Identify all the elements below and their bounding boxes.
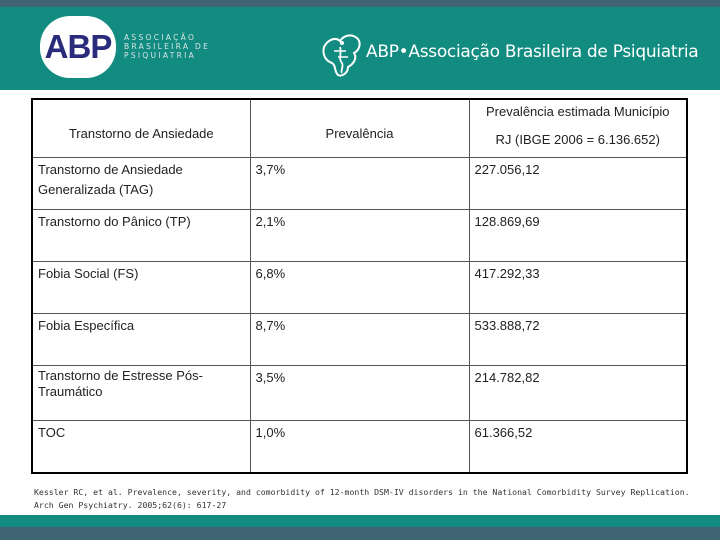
cell-prevalence: 2,1% [250,209,469,261]
cell-disorder: Fobia Específica [32,313,250,365]
association-logo [318,29,698,81]
cell-estimate: 533.888,72 [469,313,687,365]
abp-logo-subtitle [124,33,224,60]
top-strip [0,0,720,7]
table-row [32,157,687,209]
prevalence-table [31,98,688,474]
cell-prevalence: 8,7% [250,313,469,365]
abp-logo-line: PSIQUIATRIA [124,51,197,60]
header-disorder: Transtorno de Ansiedade [32,99,250,157]
cell-prevalence: 3,5% [250,365,469,420]
table-row [32,209,687,261]
cell-estimate: 128.869,69 [469,209,687,261]
cell-disorder: Fobia Social (FS) [32,261,250,313]
footer-strip [0,527,720,540]
cell-disorder: Transtorno de Ansiedade Generalizada (TAG) [32,157,250,209]
cell-estimate: 417.292,33 [469,261,687,313]
cell-prevalence: 6,8% [250,261,469,313]
cell-disorder: TOC [32,420,250,473]
cell-prevalence: 3,7% [250,157,469,209]
cell-disorder: Transtorno do Pânico (TP) [32,209,250,261]
header-estimate [469,99,687,157]
table-row [32,420,687,473]
brazil-map-icon [318,29,366,81]
abp-logo [40,14,220,82]
abp-logo-line: ASSOCIAÇÃO [124,33,197,42]
reference-citation [34,486,694,512]
cell-estimate: 61.366,52 [469,420,687,473]
abp-logo-mark [40,16,116,78]
footer-band [0,515,720,527]
cell-estimate: 214.782,82 [469,365,687,420]
table-row [32,365,687,420]
reference-line2: Arch Gen Psychiatry. 2005;62(6): 617-27 [34,500,227,510]
header-prevalence: Prevalência [250,99,469,157]
abp-logo-line: BRASILEIRA DE [124,42,211,51]
cell-prevalence: 1,0% [250,420,469,473]
cell-disorder: Transtorno de Estresse Pós-Traumático [32,365,250,420]
abp-logo-text: ABP [44,28,112,65]
cell-estimate: 227.056,12 [469,157,687,209]
association-name: ABP•Associação Brasileira de Psiquiatria [366,42,699,62]
header-estimate-line1: Prevalência estimada Município [485,104,670,119]
reference-line1: Kessler RC, et al. Prevalence, severity, and comorbidity of 12-month DSM-IV disorders in the National Comorbidity Survey Replication. [34,487,690,497]
table-row [32,313,687,365]
table-row [32,261,687,313]
header-estimate-line2: RJ (IBGE 2006 = 6.136.652) [495,132,660,147]
table-header-row [32,99,687,157]
